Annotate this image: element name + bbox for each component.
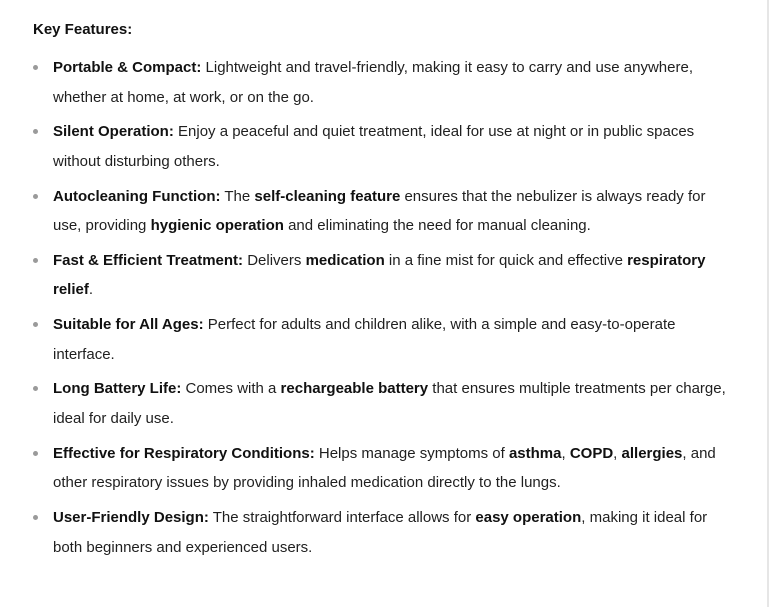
feature-emphasis: allergies [621, 444, 683, 462]
feature-text: in a fine mist for quick and effective [384, 251, 628, 269]
feature-item [33, 503, 733, 562]
feature-emphasis: rechargeable battery [280, 380, 429, 398]
feature-emphasis: hygienic operation [150, 217, 284, 235]
feature-text: , and other respiratory issues by providing inhaled medication directly to the lungs. [53, 444, 716, 492]
feature-item [33, 117, 733, 176]
feature-text: , [613, 444, 622, 462]
bullet-dot-icon [33, 258, 38, 263]
section-heading: Key Features: [33, 21, 133, 38]
feature-text: , [561, 444, 570, 462]
feature-text: The [220, 187, 255, 205]
bullet-dot-icon [33, 515, 38, 520]
feature-text: Enjoy a peaceful and quiet treatment, ideal for use at night or in public spaces without disturbing others. [53, 123, 695, 170]
features-list [33, 53, 733, 562]
feature-title: Portable & Compact: [53, 59, 202, 76]
feature-text: Delivers [243, 251, 306, 269]
feature-text: and eliminating the need for manual cleaning. [283, 217, 591, 235]
feature-title: Suitable for All Ages: [53, 316, 204, 334]
feature-text: Perfect for adults and children alike, with a simple and easy-to-operate interface. [53, 316, 676, 363]
feature-emphasis: respiratory relief [53, 251, 706, 299]
feature-title: Fast & Efficient Treatment: [53, 251, 244, 269]
key-features-section [33, 18, 733, 567]
feature-emphasis: asthma [508, 444, 562, 462]
feature-text: ensures that the nebulizer is always ready for use, providing [53, 187, 706, 235]
feature-text: Helps manage symptoms of [314, 444, 509, 462]
feature-title: User-Friendly Design: [53, 509, 209, 527]
feature-emphasis: medication [305, 251, 385, 269]
feature-text: . [88, 281, 94, 299]
bullet-dot-icon [33, 386, 38, 391]
feature-text: Lightweight and travel-friendly, making it easy to carry and use anywhere, whether at home, at work, or on the go. [53, 59, 693, 106]
feature-title: Silent Operation: [53, 123, 174, 141]
feature-item [33, 182, 733, 241]
bullet-dot-icon [33, 129, 38, 134]
feature-item [33, 439, 733, 498]
feature-item [33, 246, 733, 305]
feature-title: Autocleaning Function: [53, 187, 221, 205]
feature-text: that ensures multiple treatments per charge, ideal for daily use. [53, 380, 726, 427]
feature-text: The straightforward interface allows for [208, 509, 476, 527]
feature-item [33, 374, 733, 433]
feature-text: Comes with a [181, 380, 281, 398]
bullet-dot-icon [33, 194, 38, 199]
feature-emphasis: easy operation [475, 509, 582, 527]
feature-item [33, 310, 733, 369]
feature-text: , making it ideal for both beginners and experienced users. [53, 509, 708, 556]
feature-item [33, 53, 733, 112]
bullet-dot-icon [33, 65, 38, 70]
feature-title: Long Battery Life: [53, 380, 182, 398]
bullet-dot-icon [33, 451, 38, 456]
feature-emphasis: COPD [569, 444, 614, 462]
bullet-dot-icon [33, 322, 38, 327]
feature-emphasis: self-cleaning feature [254, 187, 401, 205]
feature-title: Effective for Respiratory Conditions: [53, 444, 315, 462]
